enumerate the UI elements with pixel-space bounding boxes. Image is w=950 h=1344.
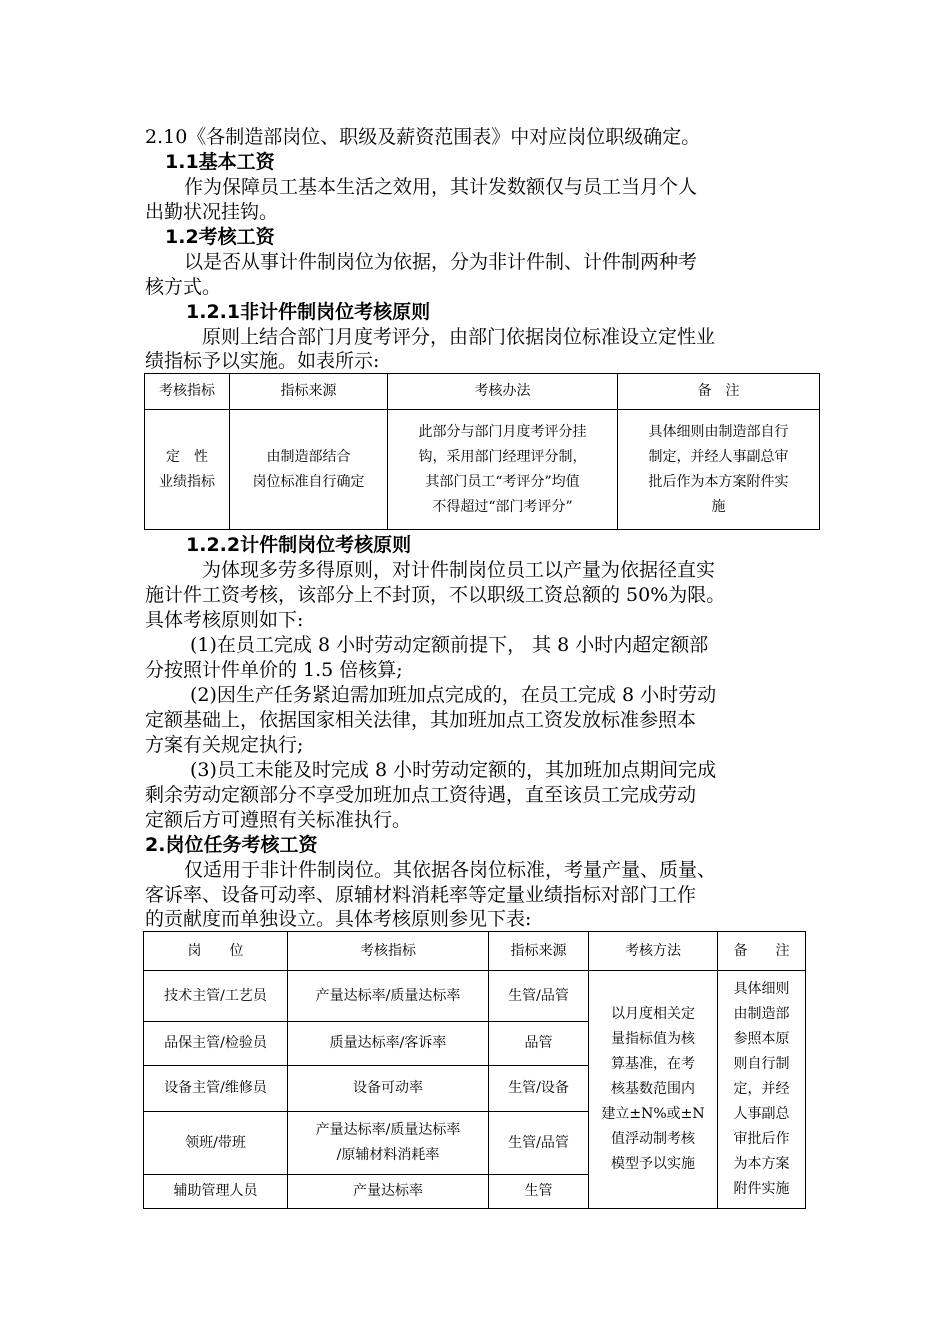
- text-line: 施计件工资考核，该部分上不封顶，不以职级工资总额的 50%为限。: [145, 584, 726, 606]
- table-header-cell: 备 注: [618, 374, 820, 410]
- table-header-cell: 考核指标: [145, 374, 230, 410]
- text-line: (1)在员工完成 8 小时劳动定额前提下， 其 8 小时内超定额部: [190, 634, 709, 656]
- table-header-cell: 指标来源: [489, 932, 589, 971]
- table-cell: 生管: [489, 1175, 589, 1209]
- section-heading-basic-wage: 1.1基本工资: [165, 151, 275, 173]
- table-cell: 生管/品管: [489, 1112, 589, 1175]
- table-row: [144, 971, 806, 1022]
- table-header-cell: 考核指标: [288, 932, 489, 971]
- text-line: 分按照计件单价的 1.5 倍核算;: [145, 659, 403, 681]
- non-piece-assessment-table: [144, 373, 820, 530]
- table-cell: 品保主管/检验员: [144, 1022, 288, 1066]
- section-heading-post-task: 2.岗位任务考核工资: [145, 834, 318, 856]
- table-cell: 生管/设备: [489, 1066, 589, 1112]
- text-line: 原则上结合部门月度考评分，由部门依据岗位标准设立定性业: [202, 326, 716, 348]
- table-cell: 设备主管/维修员: [144, 1066, 288, 1112]
- table-header-cell: 指标来源: [230, 374, 388, 410]
- table-cell: 具体细则由制造部自行 制定，并经人事副总审 批后作为本方案附件实 施: [618, 410, 820, 530]
- text-line: (2)因生产任务紧迫需加班加点完成的，在员工完成 8 小时劳动: [190, 684, 717, 706]
- text-line: 出勤状况挂钩。: [145, 201, 279, 223]
- text-line: (3)员工未能及时完成 8 小时劳动定额的，其加班加点期间完成: [190, 759, 717, 781]
- table-cell: 由制造部结合 岗位标准自行确定: [230, 410, 388, 530]
- text-line: 客诉率、设备可动率、原辅材料消耗率等定量业绩指标对部门工作: [145, 884, 697, 906]
- table-header-cell: 岗 位: [144, 932, 288, 971]
- text-line: 绩指标予以实施。如表所示:: [145, 350, 380, 372]
- table-cell: 此部分与部门月度考评分挂 钩，采用部门经理评分制， 其部门员工“考评分”均值 不得超过“部门考评分”: [388, 410, 618, 530]
- assessment-method-cell: 以月度相关定 量指标值为核 算基准，在考 核基数范围内 建立±N%或±N 值浮动制考核 模型予以实施: [589, 971, 718, 1209]
- text-line: 方案有关规定执行;: [145, 734, 304, 756]
- text-line: 核方式。: [145, 276, 222, 298]
- table-cell: 技术主管/工艺员: [144, 971, 288, 1022]
- text-line: 作为保障员工基本生活之效用，其计发数额仅与员工当月个人: [184, 176, 698, 198]
- table-cell: 产量达标率/质量达标率 /原辅材料消耗率: [288, 1112, 489, 1175]
- table-cell: 产量达标率/质量达标率: [288, 971, 489, 1022]
- section-heading-assessment-wage: 1.2考核工资: [165, 226, 275, 248]
- text-line: 以是否从事计件制岗位为依据，分为非计件制、计件制两种考: [184, 251, 698, 273]
- table-cell: 设备可动率: [288, 1066, 489, 1112]
- text-line: 定额基础上，依据国家相关法律，其加班加点工资发放标准参照本: [145, 709, 697, 731]
- table-cell: 辅助管理人员: [144, 1175, 288, 1209]
- table-cell: 产量达标率: [288, 1175, 489, 1209]
- section-heading-non-piece: 1.2.1非计件制岗位考核原则: [186, 301, 431, 323]
- text-line: 定额后方可遵照有关标准执行。: [145, 809, 412, 831]
- text-line: 2.10《各制造部岗位、职级及薪资范围表》中对应岗位职级确定。: [145, 126, 701, 148]
- table-header-cell: 备 注: [718, 932, 806, 971]
- text-line: 的贡献度而单独设立。具体考核原则参见下表:: [145, 908, 532, 930]
- text-line: 为体现多劳多得原则，对计件制岗位员工以产量为依据径直实: [202, 559, 716, 581]
- text-line: 仅适用于非计件制岗位。其依据各岗位标准，考量产量、质量、: [184, 859, 717, 881]
- table-header-cell: 考核方法: [589, 932, 718, 971]
- section-heading-piece: 1.2.2计件制岗位考核原则: [186, 534, 412, 556]
- post-task-assessment-table: [143, 931, 806, 1209]
- table-cell: 领班/带班: [144, 1112, 288, 1175]
- table-header-cell: 考核办法: [388, 374, 618, 410]
- table-cell: 品管: [489, 1022, 589, 1066]
- text-line: 剩余劳动定额部分不享受加班加点工资待遇，直至该员工完成劳动: [145, 784, 697, 806]
- table-cell: 定 性 业绩指标: [145, 410, 230, 530]
- table-cell: 质量达标率/客诉率: [288, 1022, 489, 1066]
- remark-cell: 具体细则 由制造部 参照本原 则自行制 定，并经 人事副总 审批后作 为本方案 附件实施: [718, 971, 806, 1209]
- text-line: 具体考核原则如下:: [145, 609, 304, 631]
- table-cell: 生管/品管: [489, 971, 589, 1022]
